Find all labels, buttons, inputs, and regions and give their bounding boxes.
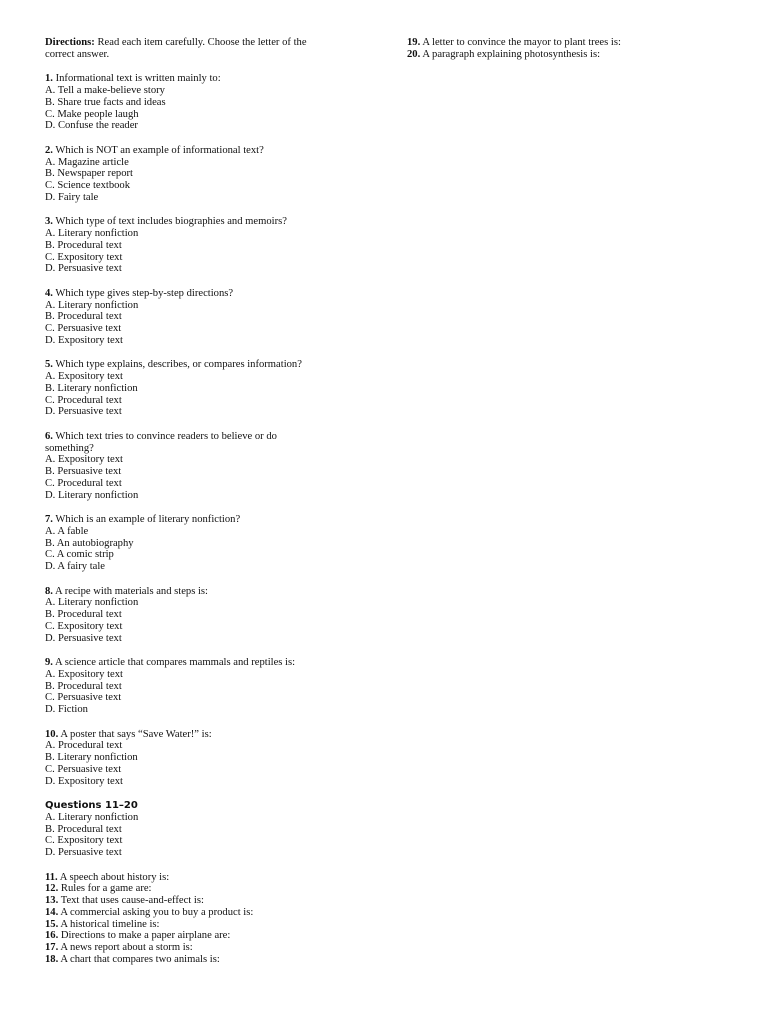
question-number: 6. — [45, 430, 53, 442]
question — [45, 431, 365, 501]
short-item — [45, 930, 365, 942]
answer-option: D. Fiction — [45, 704, 88, 716]
answer-option: A. Literary nonfiction — [45, 811, 139, 823]
answer-option: C. Persuasive text — [45, 763, 122, 775]
directions — [45, 37, 365, 60]
answer-option: A. Literary nonfiction — [45, 299, 139, 311]
question-number: 5. — [45, 359, 53, 371]
answer-option: A. Literary nonfiction — [45, 597, 139, 609]
item-text: Directions to make a paper airplane are: — [58, 930, 231, 942]
answer-option: D. Persuasive text — [45, 263, 122, 275]
question-text-cont: something? — [45, 442, 94, 454]
answer-option: C. Make people laugh — [45, 108, 139, 120]
answer-option: B. Literary nonfiction — [45, 752, 138, 764]
item-number: 14. — [45, 906, 59, 918]
answer-option: A. A fable — [45, 525, 89, 537]
short-item — [45, 919, 365, 931]
question-stem — [45, 586, 365, 598]
directions-text: Read each item carefully. Choose the letter of the — [94, 37, 307, 48]
answer-option: B. Procedural text — [45, 823, 122, 835]
question — [45, 514, 365, 573]
item-text: A speech about history is: — [57, 871, 170, 883]
item-number: 18. — [45, 953, 59, 965]
answer-option: B. An autobiography — [45, 537, 134, 549]
right-item-list — [407, 37, 727, 60]
question-text: Informational text is written mainly to: — [52, 73, 221, 85]
directions-label: Directions: — [45, 37, 95, 48]
answer-option: D. Persuasive text — [45, 847, 122, 859]
directions-text-cont: correct answer. — [45, 48, 110, 60]
answer-option: C. Persuasive text — [45, 692, 122, 704]
question-text: Which text tries to convince readers to believe or do — [52, 430, 277, 442]
question-stem — [45, 288, 365, 300]
answer-option: C. Persuasive text — [45, 323, 122, 335]
question — [45, 73, 365, 132]
item-text: Rules for a game are: — [58, 883, 152, 895]
question-text: Which is NOT an example of informational text? — [52, 144, 264, 156]
answer-option: A. Expository text — [45, 371, 123, 383]
question-number: 9. — [45, 657, 53, 669]
question — [45, 145, 365, 204]
answer-option: B. Share true facts and ideas — [45, 96, 166, 108]
question-stem — [45, 359, 365, 371]
answer-option: D. Literary nonfiction — [45, 489, 139, 501]
section-questions-11-20 — [45, 800, 365, 859]
item-text: A paragraph explaining photosynthesis is: — [420, 48, 601, 60]
answer-option: A. Literary nonfiction — [45, 228, 139, 240]
item-text: A commercial asking you to buy a product is: — [58, 906, 254, 918]
answer-option: A. Expository text — [45, 454, 123, 466]
question-text: A recipe with materials and steps is: — [52, 585, 208, 597]
answer-option: A. Tell a make-believe story — [45, 85, 165, 97]
item-text: A historical timeline is: — [58, 918, 160, 930]
short-item — [45, 872, 365, 884]
question-number: 7. — [45, 514, 53, 526]
section-options — [45, 812, 365, 859]
answer-option: A. Magazine article — [45, 156, 129, 168]
question-number: 3. — [45, 216, 53, 228]
answer-option: B. Newspaper report — [45, 168, 133, 180]
question-text: Which type of text includes biographies and memoirs? — [52, 216, 287, 228]
question — [45, 359, 365, 418]
answer-option: D. A fairy tale — [45, 561, 106, 573]
answer-option: C. Expository text — [45, 620, 123, 632]
answer-option: D. Confuse the reader — [45, 120, 138, 132]
question — [45, 729, 365, 788]
question — [45, 288, 365, 347]
item-number: 19. — [407, 37, 421, 48]
answer-option: C. Procedural text — [45, 394, 122, 406]
question-stem — [45, 216, 365, 228]
question-list — [45, 73, 365, 787]
answer-option: B. Literary nonfiction — [45, 382, 138, 394]
item-number: 20. — [407, 48, 421, 60]
question-number: 8. — [45, 585, 53, 597]
question-stem — [45, 431, 365, 443]
question-text: A poster that says “Save Water!” is: — [58, 728, 212, 740]
item-number: 11. — [45, 871, 58, 883]
answer-option: B. Procedural text — [45, 680, 122, 692]
answer-option: B. Procedural text — [45, 609, 122, 621]
item-text: A letter to convince the mayor to plant trees is: — [420, 37, 621, 48]
question-number: 1. — [45, 73, 53, 85]
right-column — [407, 37, 727, 60]
short-item — [407, 49, 727, 61]
question-stem — [45, 729, 365, 741]
answer-option: B. Procedural text — [45, 311, 122, 323]
question-text: Which type explains, describes, or compares information? — [52, 359, 302, 371]
question — [45, 216, 365, 275]
question — [45, 586, 365, 645]
section-heading: Questions 11–20 — [45, 800, 138, 812]
item-text: A chart that compares two animals is: — [58, 953, 220, 965]
question-stem — [45, 73, 365, 85]
question-stem — [45, 145, 365, 157]
item-number: 16. — [45, 930, 59, 942]
answer-option: C. Science textbook — [45, 180, 131, 192]
short-item — [45, 883, 365, 895]
short-item-list — [45, 872, 365, 966]
question — [45, 657, 365, 716]
item-number: 13. — [45, 895, 59, 907]
question-text: Which type gives step-by-step directions? — [52, 287, 234, 299]
left-column — [45, 37, 365, 965]
question-text: Which is an example of literary nonfiction? — [52, 514, 241, 526]
answer-option: C. Procedural text — [45, 477, 122, 489]
item-text: Text that uses cause-and-effect is: — [58, 895, 204, 907]
item-number: 17. — [45, 942, 59, 953]
answer-option: B. Persuasive text — [45, 466, 122, 478]
short-item — [45, 954, 365, 966]
answer-option: C. A comic strip — [45, 549, 114, 561]
answer-option: A. Procedural text — [45, 740, 123, 752]
answer-option: A. Expository text — [45, 668, 123, 680]
question-number: 10. — [45, 728, 59, 740]
short-item — [407, 37, 727, 49]
item-number: 15. — [45, 918, 59, 930]
answer-option: D. Persuasive text — [45, 632, 122, 644]
question-number: 4. — [45, 287, 53, 299]
question-number: 2. — [45, 144, 53, 156]
question-stem — [45, 657, 365, 669]
item-number: 12. — [45, 883, 59, 895]
short-item — [45, 942, 365, 954]
short-item — [45, 895, 365, 907]
answer-option: C. Expository text — [45, 835, 123, 847]
answer-option: D. Persuasive text — [45, 406, 122, 418]
answer-option: B. Procedural text — [45, 239, 122, 251]
answer-option: C. Expository text — [45, 251, 123, 263]
answer-option: D. Expository text — [45, 334, 123, 346]
question-text: A science article that compares mammals and reptiles is: — [52, 657, 296, 669]
short-item — [45, 907, 365, 919]
answer-option: D. Fairy tale — [45, 191, 99, 203]
question-stem — [45, 514, 365, 526]
answer-option: D. Expository text — [45, 775, 123, 787]
item-text: A news report about a storm is: — [58, 942, 193, 953]
